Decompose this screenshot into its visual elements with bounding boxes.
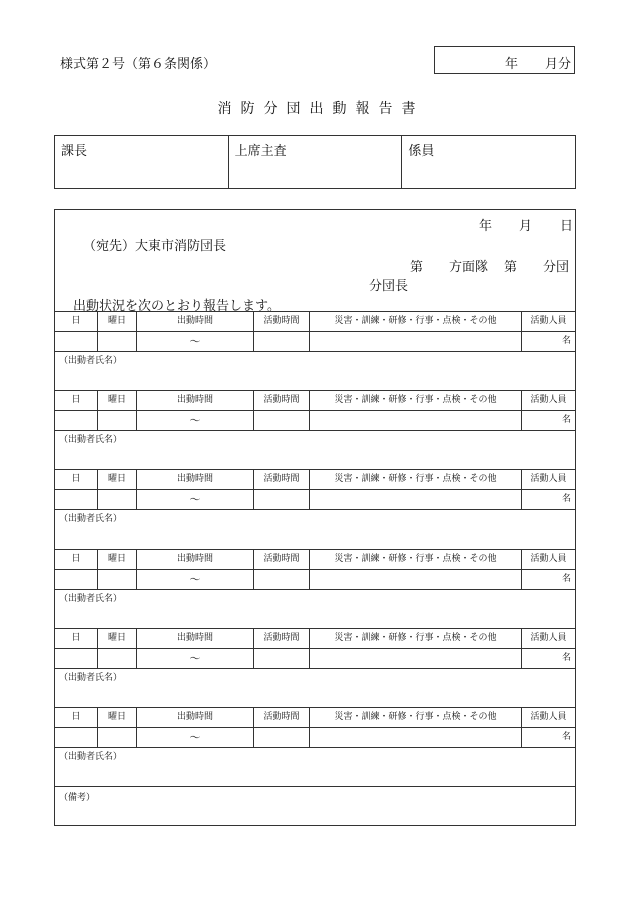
intro-text: 出動状況を次のとおり報告します。: [73, 299, 280, 314]
period-box: [434, 46, 575, 74]
header-dispatch-time: 出動時間: [136, 312, 253, 331]
weekday-field[interactable]: [97, 570, 136, 589]
report-date-day: 日: [560, 219, 574, 234]
unit-dai-label: 第: [410, 260, 424, 275]
category-field[interactable]: [309, 490, 521, 509]
header-weekday: 曜日: [97, 550, 136, 569]
header-category: 災害・訓練・研修・行事・点検・その他: [309, 312, 521, 331]
header-category: 災害・訓練・研修・行事・点検・その他: [309, 629, 521, 648]
day-field[interactable]: [55, 570, 97, 589]
names-label: （出動者氏名）: [59, 594, 123, 604]
header-weekday: 曜日: [97, 629, 136, 648]
day-field[interactable]: [55, 490, 97, 509]
header-personnel: 活動人員: [521, 550, 575, 569]
dispatch-time-field[interactable]: ～: [136, 411, 253, 430]
category-field[interactable]: [309, 728, 521, 747]
approval-cell-chief: [55, 136, 228, 188]
unit-bundan-label: 分団: [543, 260, 570, 275]
remarks-label: （備考）: [59, 793, 96, 803]
personnel-field[interactable]: 名: [521, 411, 575, 430]
header-dispatch-time: 出動時間: [136, 391, 253, 410]
dispatch-time-field[interactable]: ～: [136, 649, 253, 668]
category-field[interactable]: [309, 570, 521, 589]
personnel-field[interactable]: 名: [521, 332, 575, 351]
period-month-label: 月分: [545, 57, 572, 72]
approval-chief-label: 課長: [61, 144, 88, 159]
header-category: 災害・訓練・研修・行事・点検・その他: [309, 550, 521, 569]
approval-deputy-label: 上席主査: [234, 144, 287, 159]
header-dispatch-time: 出動時間: [136, 550, 253, 569]
header-day: 日: [71, 395, 81, 405]
dispatch-header-row: [55, 628, 575, 648]
unit-chief-label: 分団長: [369, 279, 409, 294]
activity-time-field[interactable]: [253, 728, 309, 747]
dispatch-names-field[interactable]: [55, 509, 575, 548]
dispatch-names-field[interactable]: [55, 589, 575, 628]
dispatch-value-row: [55, 727, 575, 747]
activity-time-field[interactable]: [253, 332, 309, 351]
header-day: 日: [71, 316, 81, 326]
form-number-label: 様式第２号（第６条関係）: [60, 57, 217, 72]
names-label: （出動者氏名）: [59, 356, 123, 366]
category-field[interactable]: [309, 649, 521, 668]
header-personnel: 活動人員: [521, 391, 575, 410]
weekday-field[interactable]: [97, 411, 136, 430]
dispatch-time-field[interactable]: ～: [136, 570, 253, 589]
document-title: 消防分団出動報告書: [217, 101, 425, 117]
day-field[interactable]: [55, 411, 97, 430]
header-dispatch-time: 出動時間: [136, 629, 253, 648]
header-weekday: 曜日: [97, 391, 136, 410]
header-day: 日: [71, 474, 81, 484]
approval-cell-deputy: [228, 136, 402, 188]
header-category: 災害・訓練・研修・行事・点検・その他: [309, 470, 521, 489]
dispatch-value-row: [55, 648, 575, 668]
names-label: （出動者氏名）: [59, 673, 123, 683]
header-activity-time: 活動時間: [253, 708, 309, 727]
approval-stamp-table: [54, 135, 576, 189]
personnel-field[interactable]: 名: [521, 728, 575, 747]
day-field[interactable]: [55, 728, 97, 747]
period-year-label: 年: [505, 57, 519, 72]
category-field[interactable]: [309, 411, 521, 430]
personnel-field[interactable]: 名: [521, 649, 575, 668]
dispatch-value-row: [55, 331, 575, 351]
approval-cell-staff: [401, 136, 575, 188]
names-label: （出動者氏名）: [59, 752, 123, 762]
dispatch-names-field[interactable]: [55, 747, 575, 786]
personnel-field[interactable]: 名: [521, 490, 575, 509]
header-activity-time: 活動時間: [253, 470, 309, 489]
weekday-field[interactable]: [97, 490, 136, 509]
day-field[interactable]: [55, 332, 97, 351]
header-category: 災害・訓練・研修・行事・点検・その他: [309, 708, 521, 727]
report-date-year: 年: [479, 219, 493, 234]
report-main-box: [54, 209, 576, 826]
header-weekday: 曜日: [97, 470, 136, 489]
personnel-field[interactable]: 名: [521, 570, 575, 589]
dispatch-header-row: [55, 707, 575, 727]
category-field[interactable]: [309, 332, 521, 351]
dispatch-header-row: [55, 390, 575, 410]
weekday-field[interactable]: [97, 728, 136, 747]
header-personnel: 活動人員: [521, 708, 575, 727]
header-personnel: 活動人員: [521, 470, 575, 489]
activity-time-field[interactable]: [253, 570, 309, 589]
header-personnel: 活動人員: [521, 629, 575, 648]
approval-staff-label: 係員: [408, 144, 435, 159]
activity-time-field[interactable]: [253, 490, 309, 509]
unit-dai2-label: 第: [504, 260, 518, 275]
dispatch-time-field[interactable]: ～: [136, 490, 253, 509]
header-activity-time: 活動時間: [253, 312, 309, 331]
header-activity-time: 活動時間: [253, 550, 309, 569]
header-personnel: 活動人員: [521, 312, 575, 331]
dispatch-value-row: [55, 410, 575, 430]
dispatch-header-row: [55, 311, 575, 331]
day-field[interactable]: [55, 649, 97, 668]
dispatch-value-row: [55, 489, 575, 509]
header-category: 災害・訓練・研修・行事・点検・その他: [309, 391, 521, 410]
dispatch-header-row: [55, 549, 575, 569]
header-activity-time: 活動時間: [253, 629, 309, 648]
header-weekday: 曜日: [97, 708, 136, 727]
dispatch-names-field[interactable]: [55, 351, 575, 390]
dispatch-time-field[interactable]: ～: [136, 332, 253, 351]
dispatch-time-field[interactable]: ～: [136, 728, 253, 747]
dispatch-value-row: [55, 569, 575, 589]
dispatch-names-field[interactable]: [55, 668, 575, 707]
header-dispatch-time: 出動時間: [136, 708, 253, 727]
header-dispatch-time: 出動時間: [136, 470, 253, 489]
remarks-field[interactable]: [55, 786, 575, 826]
header-day: 日: [71, 554, 81, 564]
names-label: （出動者氏名）: [59, 514, 123, 524]
unit-area-label: 方面隊: [449, 260, 489, 275]
report-date-month: 月: [519, 219, 533, 234]
header-day: 日: [71, 712, 81, 722]
addressee-line: （宛先）大東市消防団長: [83, 239, 227, 254]
header-weekday: 曜日: [97, 312, 136, 331]
weekday-field[interactable]: [97, 332, 136, 351]
header-day: 日: [71, 633, 81, 643]
names-label: （出動者氏名）: [59, 435, 123, 445]
activity-time-field[interactable]: [253, 411, 309, 430]
header-activity-time: 活動時間: [253, 391, 309, 410]
activity-time-field[interactable]: [253, 649, 309, 668]
weekday-field[interactable]: [97, 649, 136, 668]
dispatch-header-row: [55, 469, 575, 489]
dispatch-names-field[interactable]: [55, 430, 575, 469]
